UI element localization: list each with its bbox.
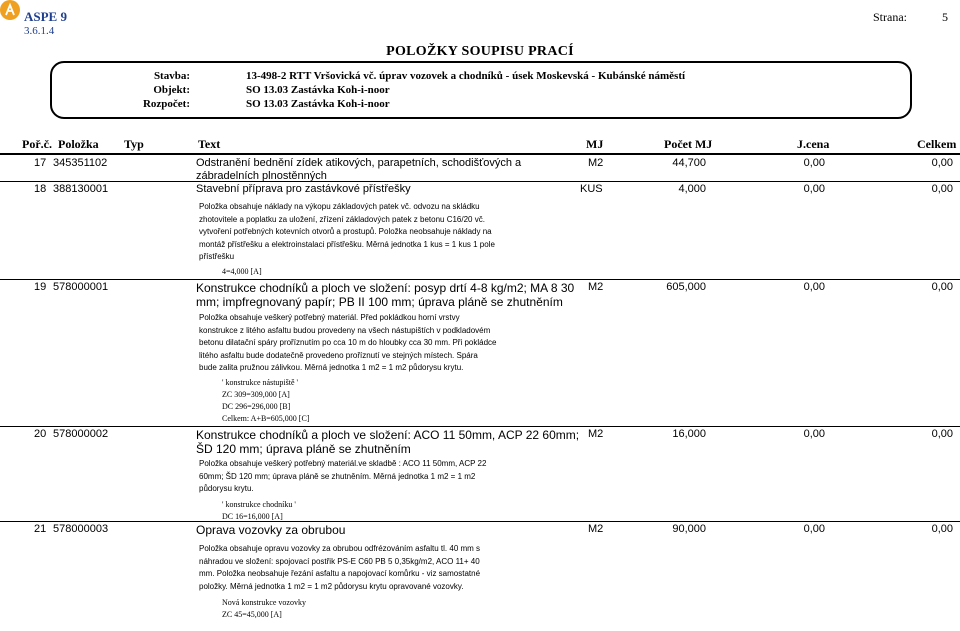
- row-code: 388130001: [53, 183, 109, 195]
- row-price: 0,00: [803, 523, 825, 535]
- row-text: Oprava vozovky za obrubou: [196, 523, 346, 537]
- rozpocet-value: SO 13.03 Zastávka Koh-i-noor: [246, 98, 390, 110]
- stavba-value: 13-498-2 RTT Vršovická vč. úprav vozovek a chodníků - úsek Moskevská - Kubánské náměstí: [246, 70, 686, 82]
- col-header-cena: J.cena: [797, 137, 830, 151]
- aspe-logo-icon: [0, 0, 22, 22]
- row-separator: [0, 279, 960, 280]
- row-price: 0,00: [803, 157, 825, 169]
- row-total: 0,00: [931, 523, 953, 535]
- row-number: 19: [34, 281, 47, 293]
- row-number: 17: [34, 157, 47, 169]
- row-number: 21: [34, 523, 47, 535]
- row-code: 578000002: [53, 428, 109, 440]
- row-count: 44,700: [672, 157, 706, 169]
- app-version: 3.6.1.4: [24, 25, 55, 37]
- row-total: 0,00: [931, 157, 953, 169]
- row-description: Položka obsahuje opravu vozovky za obrubou odfrézováním asfaltu tl. 40 mm s náhradou ve složení: spojovací postřik PS-E C60 PB 5 0,35kg/m2, ACO 11+ 40 mm. Položka neobsahuje řezání asfaltu a napojovací komůrku - viz samostatné položky. Měrná jednotka 1 m2 = 1 m2 půdorysu krytu opravované vozovky.: [199, 544, 481, 591]
- row-mj: M2: [588, 428, 604, 440]
- row-text: ŠD 120 mm; úprava pláně se zhutněním: [196, 442, 411, 456]
- objekt-label: Objekt:: [153, 84, 190, 96]
- row-price: 0,00: [803, 183, 825, 195]
- col-header-pocet: Počet MJ: [664, 137, 713, 151]
- row-separator: [0, 181, 960, 182]
- row-description: Položka obsahuje veškerý potřebný materiál.ve skladbě : ACO 11 50mm, ACP 22 60mm; ŠD 120 mm; úprava pláně se zhutněním. Měrná jednotka 1 m2 = 1 m2 půdorysu krytu.: [199, 459, 487, 494]
- col-header-celkem: Celkem: [917, 137, 957, 151]
- col-header-text: Text: [198, 137, 221, 151]
- row-description: Položka obsahuje veškerý potřebný materiál. Před pokládkou horní vrstvy konstrukce z litého asfaltu budou provedeny na všech nástupištích v podkladovém betonu dilatační spáry proříznutím po cca 10 m do hloubky cca 30 mm. Při pokládce litého asfaltu bude dodatečně provedeno proříznutí ve stejných místech. Spára bude zalita pružnou zálivkou. Měrná jednotka 1 m2 = 1 m2 půdorysu krytu.: [199, 313, 497, 373]
- rozpocet-label: Rozpočet:: [142, 98, 190, 110]
- row-count: 605,000: [666, 281, 706, 293]
- col-header-porc: Poř.č.: [22, 137, 52, 151]
- row-text: zábradelních plnostěnných: [196, 170, 327, 182]
- row-code: 578000003: [53, 523, 109, 535]
- document-title: POLOŽKY SOUPISU PRACÍ: [386, 44, 574, 59]
- row-text: Konstrukce chodníků a ploch ve složení: ACO 11 50mm, ACP 22 60mm;: [196, 428, 580, 442]
- row-calculation: ' konstrukce chodníku ' DC 16=16,000 [A]: [222, 500, 296, 521]
- row-count: 4,000: [678, 183, 706, 195]
- row-separator: [0, 521, 960, 522]
- row-price: 0,00: [803, 428, 825, 440]
- col-header-typ: Typ: [124, 137, 144, 151]
- page-label: Strana:: [873, 10, 907, 24]
- row-calculation: 4=4,000 [A]: [222, 267, 262, 276]
- row-text: Odstranění bednění zídek atikových, parapetních, schodišťových a: [196, 157, 522, 169]
- row-mj: M2: [588, 523, 604, 535]
- objekt-value: SO 13.03 Zastávka Koh-i-noor: [246, 84, 390, 96]
- row-separator: [0, 426, 960, 427]
- row-price: 0,00: [803, 281, 825, 293]
- row-calculation: ' konstrukce nástupiště ' ZC 309=309,000 [A] DC 296=296,000 [B] Celkem: A+B=605,000 [C]: [222, 378, 310, 423]
- row-separator: [0, 154, 960, 155]
- row-count: 90,000: [672, 523, 706, 535]
- row-description: Položka obsahuje náklady na výkopu základových patek vč. odvozu na skládku zhotovitele a poplatku za uložení, zřízení základových patek z betonu C16/20 vč. vytvoření potřebných kotevních otvorů a prostupů. Položka neobsahuje náklady na montáž přístřešku a elektroinstalaci přístřešku. Měrná jednotka 1 kus = 1 kus 1 pole přístřešku: [199, 202, 495, 262]
- row-mj: M2: [588, 281, 604, 293]
- col-header-polozka: Položka: [58, 137, 99, 151]
- page-number: 5: [942, 10, 948, 24]
- row-number: 18: [34, 183, 47, 195]
- row-number: 20: [34, 428, 47, 440]
- row-text: Stavební příprava pro zastávkové přístřešky: [196, 183, 411, 195]
- row-code: 578000001: [53, 281, 109, 293]
- row-total: 0,00: [931, 281, 953, 293]
- row-mj: KUS: [580, 183, 603, 195]
- stavba-label: Stavba:: [153, 70, 190, 82]
- row-count: 16,000: [672, 428, 706, 440]
- col-header-mj: MJ: [586, 137, 604, 151]
- row-code: 345351102: [53, 157, 108, 169]
- row-total: 0,00: [931, 428, 953, 440]
- row-total: 0,00: [931, 183, 953, 195]
- row-calculation: Nová konstrukce vozovky ZC 45=45,000 [A]: [222, 598, 306, 619]
- row-text: Konstrukce chodníků a ploch ve složení: posyp drtí 4-8 kg/m2; MA 8 30: [196, 281, 575, 295]
- row-mj: M2: [588, 157, 604, 169]
- app-name: ASPE 9: [24, 9, 67, 24]
- row-text: mm; impfregnovaný papír; PB II 100 mm; úprava pláně se zhutněním: [196, 295, 563, 309]
